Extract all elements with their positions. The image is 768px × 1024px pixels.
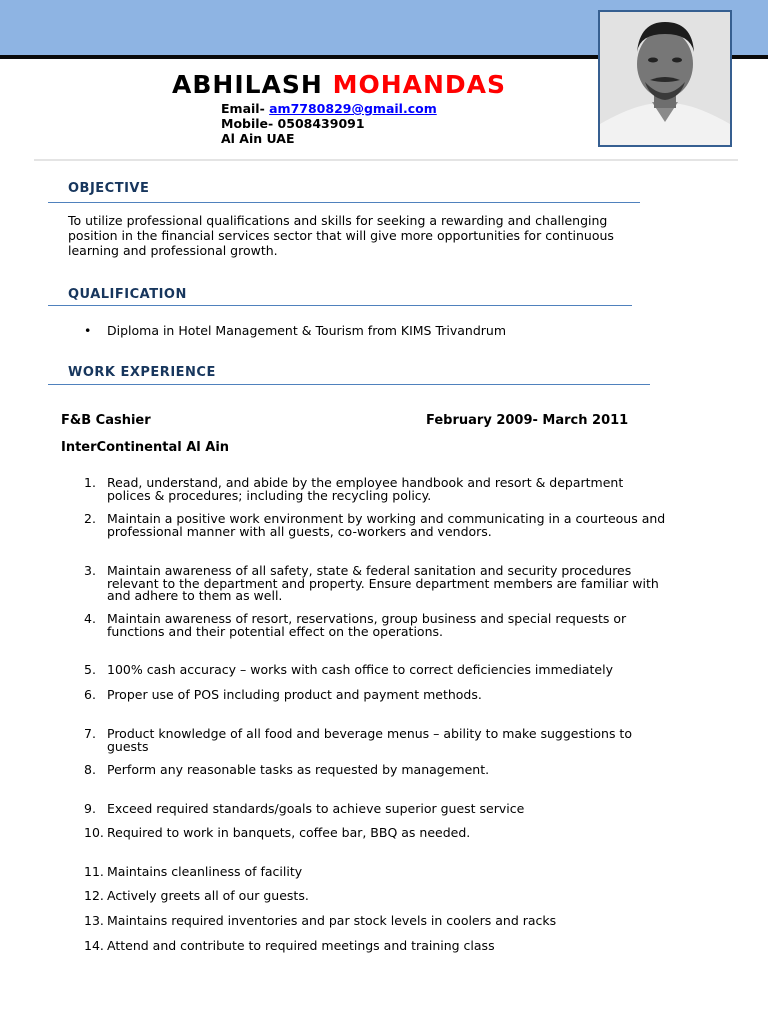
email-label: Email- (221, 101, 265, 116)
qualification-rule (48, 305, 632, 306)
mobile-line: Mobile- 0508439091 (221, 116, 365, 131)
work-heading: WORK EXPERIENCE (68, 365, 216, 380)
duty-item: 10. Required to work in banquets, coffee bar, BBQ as needed. (84, 825, 471, 840)
header-divider (34, 159, 738, 161)
duty-item: 8. Perform any reasonable tasks as requested by management. (84, 762, 490, 777)
employer: InterContinental Al Ain (61, 440, 230, 455)
duty-item: 9. Exceed required standards/goals to achieve superior guest service (84, 801, 525, 816)
duty-item: 4. Maintain awareness of resort, reservations, group business and special requests or functions and their potential effect on the operations. (84, 611, 627, 639)
last-name: MOHANDAS (332, 70, 506, 99)
objective-text: To utilize professional qualifications and skills for seeking a rewarding and challenging position in the financial services sector that will give more opportunities for continuous learning and professional growth. (68, 213, 614, 258)
qualification-item (84, 323, 506, 338)
duty-item: 7. Product knowledge of all food and beverage menus – ability to make suggestions to guests (84, 726, 632, 754)
job-title: F&B Cashier (61, 413, 151, 428)
email-link[interactable]: am7780829@gmail.com (269, 101, 437, 116)
work-rule (48, 384, 650, 385)
duty-item: 2. Maintain a positive work environment by working and communicating in a courteous and professional manner with all guests, co-workers and vendors. (84, 511, 666, 539)
profile-photo (598, 10, 732, 147)
job-dates: February 2009- March 2011 (426, 413, 629, 428)
qualification-heading: QUALIFICATION (68, 287, 187, 302)
duty-item: 14. Attend and contribute to required meetings and training class (84, 938, 495, 953)
portrait-image (600, 12, 730, 145)
duty-item: 6. Proper use of POS including product and payment methods. (84, 687, 482, 702)
duty-item: 12. Actively greets all of our guests. (84, 888, 309, 903)
duty-item: 3. Maintain awareness of all safety, state & federal sanitation and security procedures relevant to the department and property. Ensure department members are familiar with and adhere to them as well. (84, 563, 659, 603)
first-name: ABHILASH (172, 70, 323, 99)
qualification-text: Diploma in Hotel Management & Tourism from KIMS Trivandrum (107, 323, 507, 338)
email-line (221, 101, 437, 116)
objective-rule (48, 202, 640, 203)
duty-item: 1. Read, understand, and abide by the employee handbook and resort & department polices & procedures; including the recycling policy. (84, 475, 624, 503)
duty-item: 5. 100% cash accuracy – works with cash office to correct deficiencies immediately (84, 662, 613, 677)
duty-item: 13. Maintains required inventories and par stock levels in coolers and racks (84, 913, 557, 928)
duty-item: 11. Maintains cleanliness of facility (84, 864, 303, 879)
objective-heading: OBJECTIVE (68, 181, 150, 196)
location-line: Al Ain UAE (221, 131, 295, 146)
bullet-icon: • (84, 323, 92, 338)
candidate-name (172, 70, 506, 99)
